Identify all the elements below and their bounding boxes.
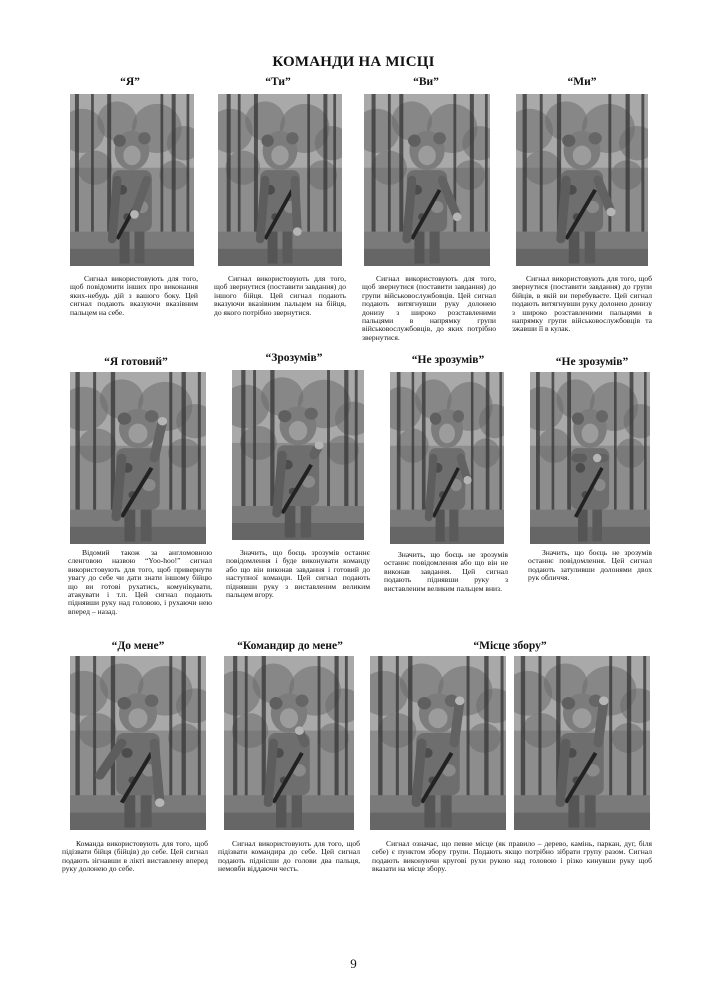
signal-caption-mistse-zboru: “Місце збору”	[473, 640, 547, 652]
photo-signal-ya-hotovyi	[70, 372, 206, 544]
signal-description-mistse-zboru: Сигнал означає, що певне місце (як правило – дерево, камінь, паркан, дуг, біля себе) є пунктом збору групи. Подають якщо потрібно зібрати групу разом. Сигнал подають виконуючи кругові рухи рукою над головою і різко кинувши руку щоб вказати на місце збору.	[372, 839, 652, 874]
page-number: 9	[350, 956, 357, 971]
signal-description-do-mene: Команда використовують для того, щоб підізвати бійця (бійців) до себе. Цей сигнал подають зігнавши в лікті виставлену вперед руку долонею до себе.	[62, 839, 208, 874]
signal-caption-ne-zrozumiv-2: “Не зрозумів”	[555, 356, 629, 368]
photo-signal-ya	[70, 94, 194, 266]
signal-description-ya-hotovyi: Відомий також за англомовною сленговою назвою “Yoo-hoo!” сигнал використовують для того, щоб привернути увагу до себе чи дати знати іншому бійцю що ви готові рухатись, комунікувати, атакувати і т.п. Цей сигнал подають піднявши руку над головою, і рухаючи нею вперед – назад.	[68, 548, 212, 616]
photo-signal-my	[516, 94, 648, 266]
signal-description-ne-zrozumiv-1: Значить, що боєць не зрозумів останнє повідомлення або що він не виконав завдання. Цей сигнал подають піднявши руку з виставленим великим пальцем вниз.	[384, 550, 508, 593]
signal-description-ya: Сигнал використовують для того, щоб повідомити інших про виконання яких-небудь дій з вашого боку. Цей сигнал подають вказуючи вказівним пальцем на себе.	[70, 274, 198, 317]
signal-description-komandyr-do-mene: Сигнал використовують для того, щоб підізвати командира до себе. Цей сигнал подають піднісши до голови два пальця, немовби віддаючи честь.	[218, 839, 360, 874]
signal-caption-komandyr-do-mene: “Командир до мене”	[237, 640, 343, 652]
photo-signal-mistse-zboru-1	[370, 656, 506, 830]
photo-signal-vy	[364, 94, 490, 266]
signal-description-ty: Сигнал використовують для того, щоб звернутися (поставити завдання) до іншого бійця. Цей сигнал подають вказуючи вказівним пальцем на бійця, до якого потрібно звернутися.	[214, 274, 346, 317]
photo-signal-komandyr-do-mene	[224, 656, 354, 830]
page-title: КОМАНДИ НА МІСЦІ	[272, 54, 435, 70]
photo-signal-ne-zrozumiv-2	[530, 372, 650, 544]
signal-caption-ya: “Я”	[120, 76, 140, 88]
signal-caption-vy: “Ви”	[413, 76, 439, 88]
signal-description-ne-zrozumiv-2: Значить, що боєць не зрозумів останнє повідомлення. Цей сигнал подають затуливши долонями двох рук обличчя.	[528, 548, 652, 583]
signal-caption-ty: “Ти”	[265, 76, 291, 88]
signal-caption-do-mene: “До мене”	[111, 640, 165, 652]
signal-caption-my: “Ми”	[567, 76, 597, 88]
signal-caption-ne-zrozumiv-1: “Не зрозумів”	[411, 354, 485, 366]
photo-signal-do-mene	[70, 656, 206, 830]
signal-caption-zrozumiv: “Зрозумів”	[265, 352, 323, 364]
photo-signal-mistse-zboru-2	[514, 656, 650, 830]
photo-signal-ne-zrozumiv-1	[390, 372, 504, 544]
signal-caption-ya-hotovyi: “Я готовий”	[104, 356, 168, 368]
photo-signal-zrozumiv	[232, 370, 364, 540]
signal-description-zrozumiv: Значить, що боєць зрозумів останнє повідомлення і буде виконувати команду або що він виконав завдання і готовий до наступної команди. Цей сигнал подають піднявши руку з виставленим великим пальцем вгору.	[226, 548, 370, 600]
signal-description-my: Сигнал використовують для того, щоб звернутися (поставити завдання) до групи бійців, в якій ви перебуваєте. Цей сигнал подають витягнувши руку долонею донизу з широко розставленими пальцями в напрямку групи військовослужбовців та зжавши її в кулак.	[512, 274, 652, 334]
photo-signal-ty	[218, 94, 342, 266]
signal-description-vy: Сигнал використовують для того, щоб звернутися (поставити завдання) до групи військовослужбовців. Цей сигнал подають витягнувши руку долонею донизу з широко розставленими пальцями в напрямку групи військовослужбовців, до яких потрібно звернутися.	[362, 274, 496, 342]
